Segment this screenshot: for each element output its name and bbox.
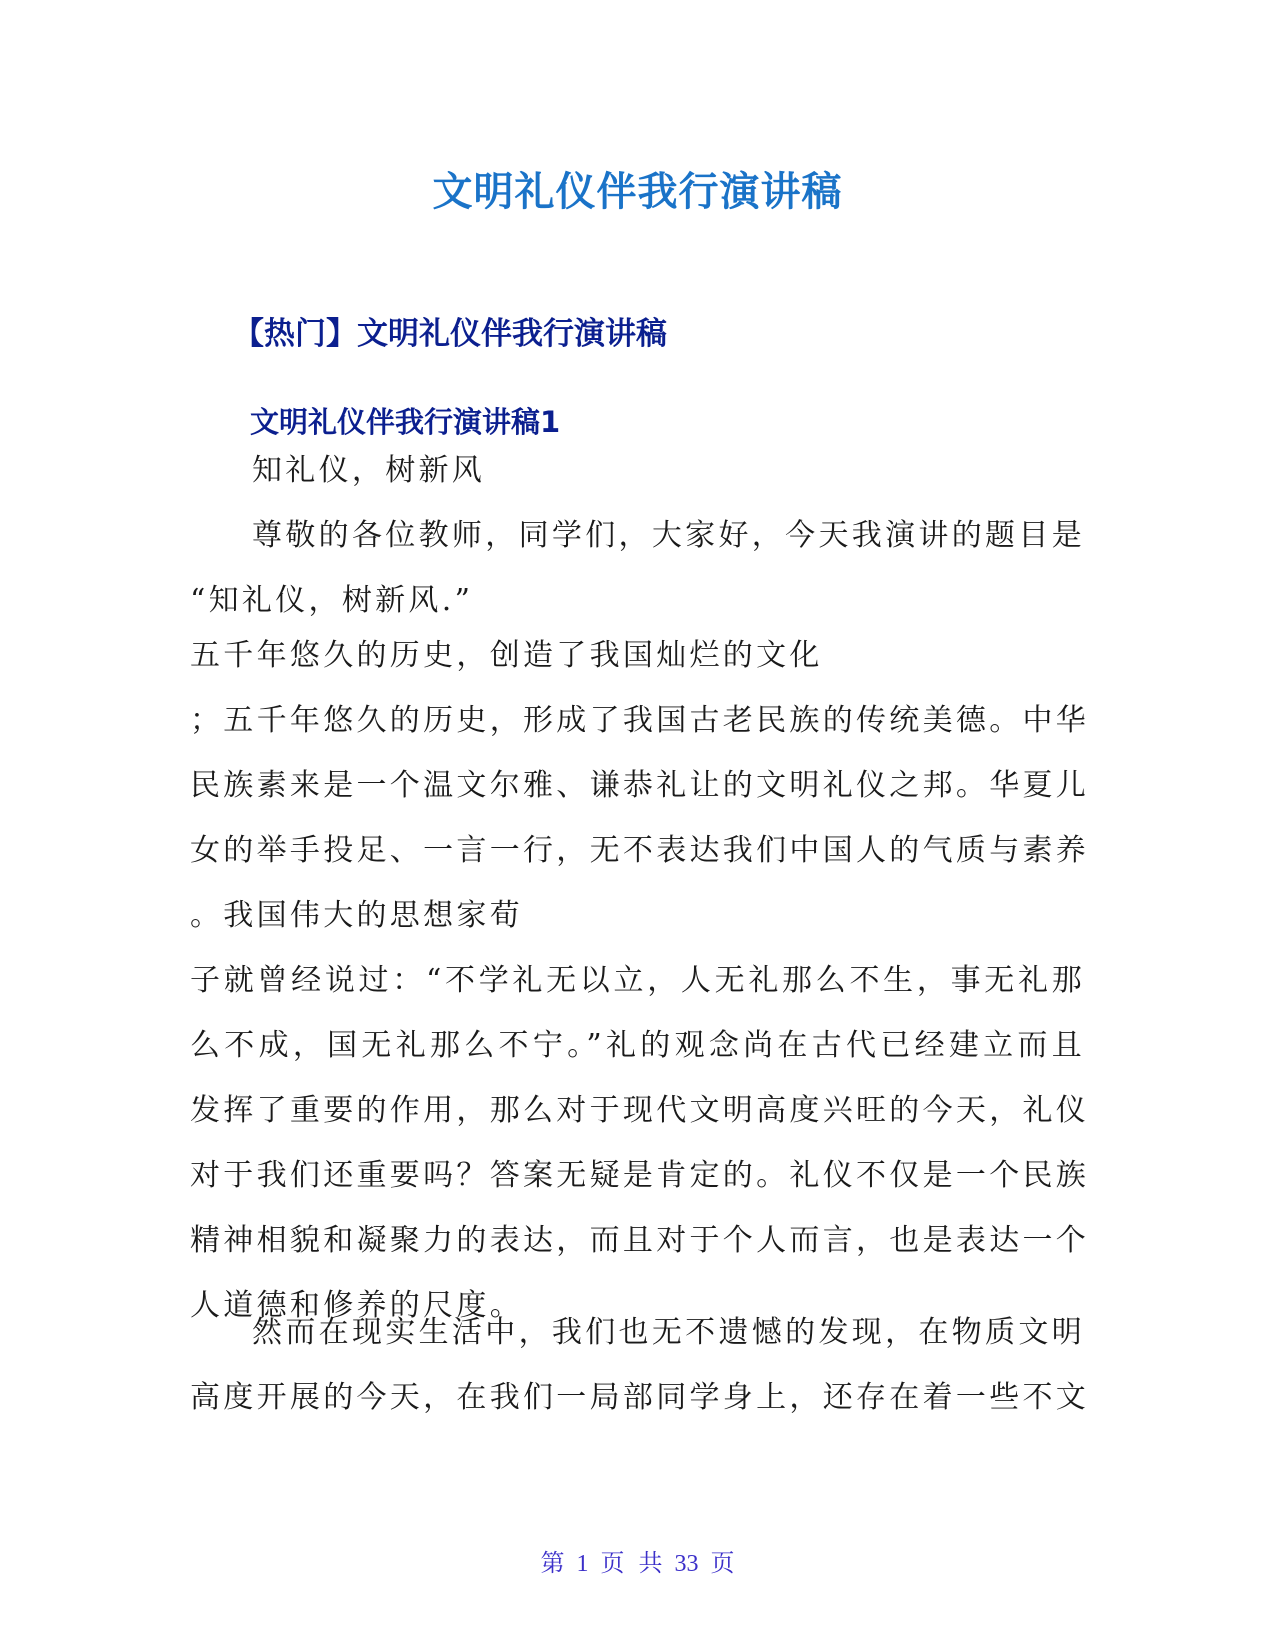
body-line: “知礼仪，树新风.” <box>190 583 474 618</box>
body-line: 对于我们还重要吗？答案无疑是肯定的。礼仪不仅是一个民族 <box>190 1158 1090 1193</box>
body-line: 发挥了重要的作用，那么对于现代文明高度兴旺的今天，礼仪 <box>190 1093 1090 1128</box>
body-line: 然而在现实生活中，我们也无不遗憾的发现，在物质文明 <box>252 1315 1085 1350</box>
paragraph-main <box>190 623 1090 1338</box>
body-line: 。我国伟大的思想家荀 <box>190 898 523 933</box>
section-heading: 文明礼仪伴我行演讲稿1 <box>250 405 561 439</box>
document-title: 文明礼仪伴我行演讲稿 <box>432 169 843 215</box>
document-subtitle: 【热门】文明礼仪伴我行演讲稿 <box>233 316 667 352</box>
footer-middle: 页 共 <box>600 1551 663 1577</box>
body-line: 子就曾经说过：“不学礼无以立，人无礼那么不生，事无礼那 <box>190 963 1085 998</box>
body-line: 女的举手投足、一言一行，无不表达我们中国人的气质与素养 <box>190 833 1090 868</box>
body-line: 尊敬的各位教师，同学们，大家好，今天我演讲的题目是 <box>252 518 1085 553</box>
footer-prefix: 第 <box>540 1551 565 1577</box>
page-footer <box>0 1543 1275 1578</box>
body-line: 么不成，国无礼那么不宁。”礼的观念尚在古代已经建立而且 <box>190 1028 1085 1063</box>
footer-page-number: 1 <box>576 1551 589 1577</box>
body-line: 知礼仪，树新风 <box>252 453 486 488</box>
paragraph-intro <box>190 438 1085 633</box>
body-line: 精神相貌和凝聚力的表达，而且对于个人而言，也是表达一个 <box>190 1223 1090 1258</box>
footer-total-pages: 33 <box>674 1551 699 1577</box>
body-line: 高度开展的今天，在我们一局部同学身上，还存在着一些不文 <box>190 1380 1090 1415</box>
body-line: 民族素来是一个温文尔雅、谦恭礼让的文明礼仪之邦。华夏儿 <box>190 768 1090 803</box>
body-line: 人道德和修养的尺度。 <box>190 1288 523 1323</box>
body-line: 五千年悠久的历史，创造了我国灿烂的文化 <box>190 638 823 673</box>
footer-suffix: 页 <box>710 1551 735 1577</box>
paragraph-reality <box>190 1300 1090 1430</box>
body-line: ；五千年悠久的历史，形成了我国古老民族的传统美德。中华 <box>190 703 1090 738</box>
